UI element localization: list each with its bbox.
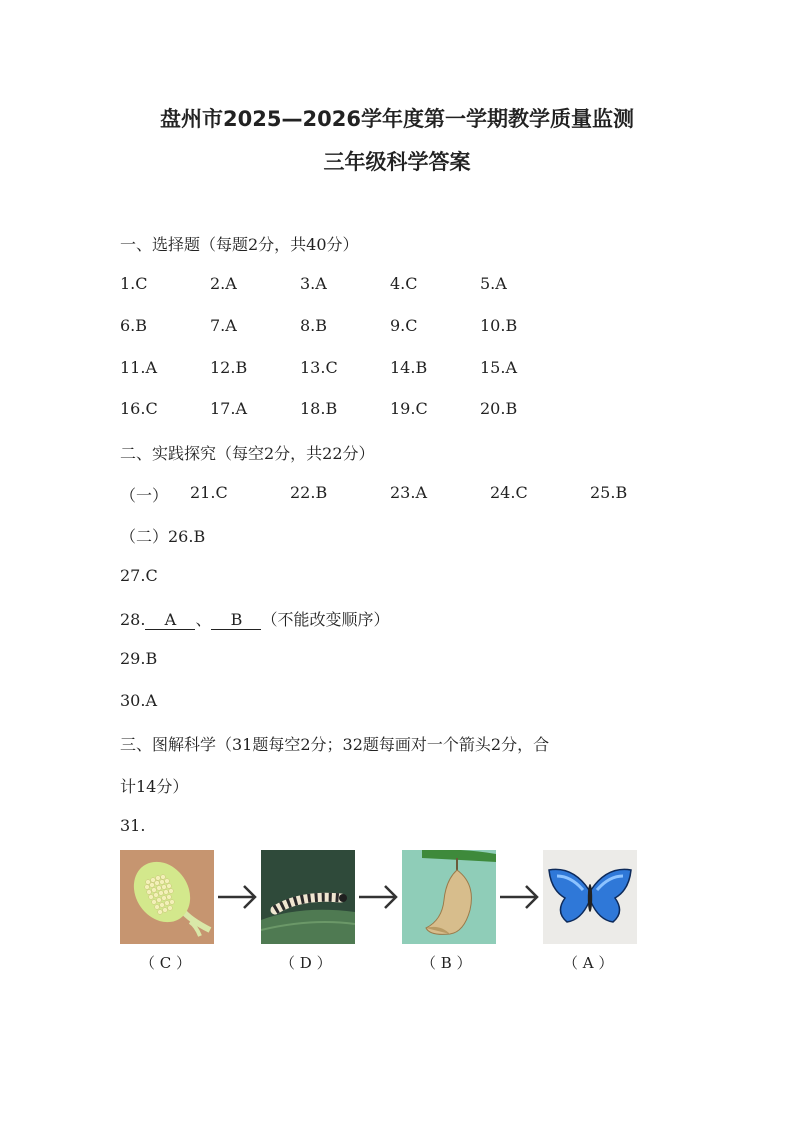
answer-item: 14.B xyxy=(390,358,428,377)
answer-item: 8.B xyxy=(300,316,328,335)
answer-item: 3.A xyxy=(300,274,327,293)
q31-label: 31. xyxy=(120,816,146,835)
q28-note: （不能改变顺序） xyxy=(261,610,390,629)
q28-separator: 、 xyxy=(195,610,212,629)
caption-caterpillar: （ D ） xyxy=(280,954,332,972)
answer-item: 1.C xyxy=(120,274,148,293)
q28-line xyxy=(120,607,389,630)
caption-butterfly: （ A ） xyxy=(563,954,614,972)
part2-line: （二）26.B xyxy=(120,527,206,546)
page-title: 盘州市2025—2026学年度第一学期教学质量监测 xyxy=(160,107,634,131)
answer-item: 25.B xyxy=(590,483,628,502)
answer-item: 11.A xyxy=(120,358,157,377)
q28-blank-1: A xyxy=(145,611,195,630)
q28-blank-2: B xyxy=(211,611,261,630)
answer-item: 21.C xyxy=(190,483,228,502)
caption-eggs: （ C ） xyxy=(140,954,192,972)
answer-item: 9.C xyxy=(390,316,418,335)
section3-heading-line1: 三、图解科学（31题每空2分；32题每画对一个箭头2分，合 xyxy=(120,735,550,754)
eggs-on-leaf-image xyxy=(120,850,214,944)
butterfly-image xyxy=(543,850,637,944)
page-subtitle: 三年级科学答案 xyxy=(323,150,471,174)
answer-item: 5.A xyxy=(480,274,507,293)
answer-item: 17.A xyxy=(210,399,247,418)
answer-item: 10.B xyxy=(480,316,518,335)
answer-item: 4.C xyxy=(390,274,418,293)
answer-item: 12.B xyxy=(210,358,248,377)
answer-item: 27.C xyxy=(120,566,158,585)
answer-item: 22.B xyxy=(290,483,328,502)
answer-item: 2.A xyxy=(210,274,237,293)
answer-item: 20.B xyxy=(480,399,518,418)
answer-item: 30.A xyxy=(120,691,157,710)
answer-item: 13.C xyxy=(300,358,338,377)
answer-item: 6.B xyxy=(120,316,148,335)
arrow-right-icon xyxy=(357,882,399,912)
answer-item: 15.A xyxy=(480,358,517,377)
answer-item: 18.B xyxy=(300,399,338,418)
answer-item: 29.B xyxy=(120,649,158,668)
answer-item: 23.A xyxy=(390,483,427,502)
section1-heading: 一、选择题（每题2分，共40分） xyxy=(120,235,359,254)
arrow-right-icon xyxy=(216,882,258,912)
caption-chrysalis: （ B ） xyxy=(421,954,472,972)
chrysalis-image xyxy=(402,850,496,944)
arrow-right-icon xyxy=(498,882,540,912)
section3-heading-line2: 计14分） xyxy=(120,777,189,796)
part1-label: （一） xyxy=(120,486,169,505)
answer-item: 16.C xyxy=(120,399,158,418)
answer-item: 7.A xyxy=(210,316,237,335)
section2-heading: 二、实践探究（每空2分，共22分） xyxy=(120,444,375,463)
answer-item: 24.C xyxy=(490,483,528,502)
answer-item: 19.C xyxy=(390,399,428,418)
caterpillar-image xyxy=(261,850,355,944)
q28-number: 28. xyxy=(120,610,146,629)
